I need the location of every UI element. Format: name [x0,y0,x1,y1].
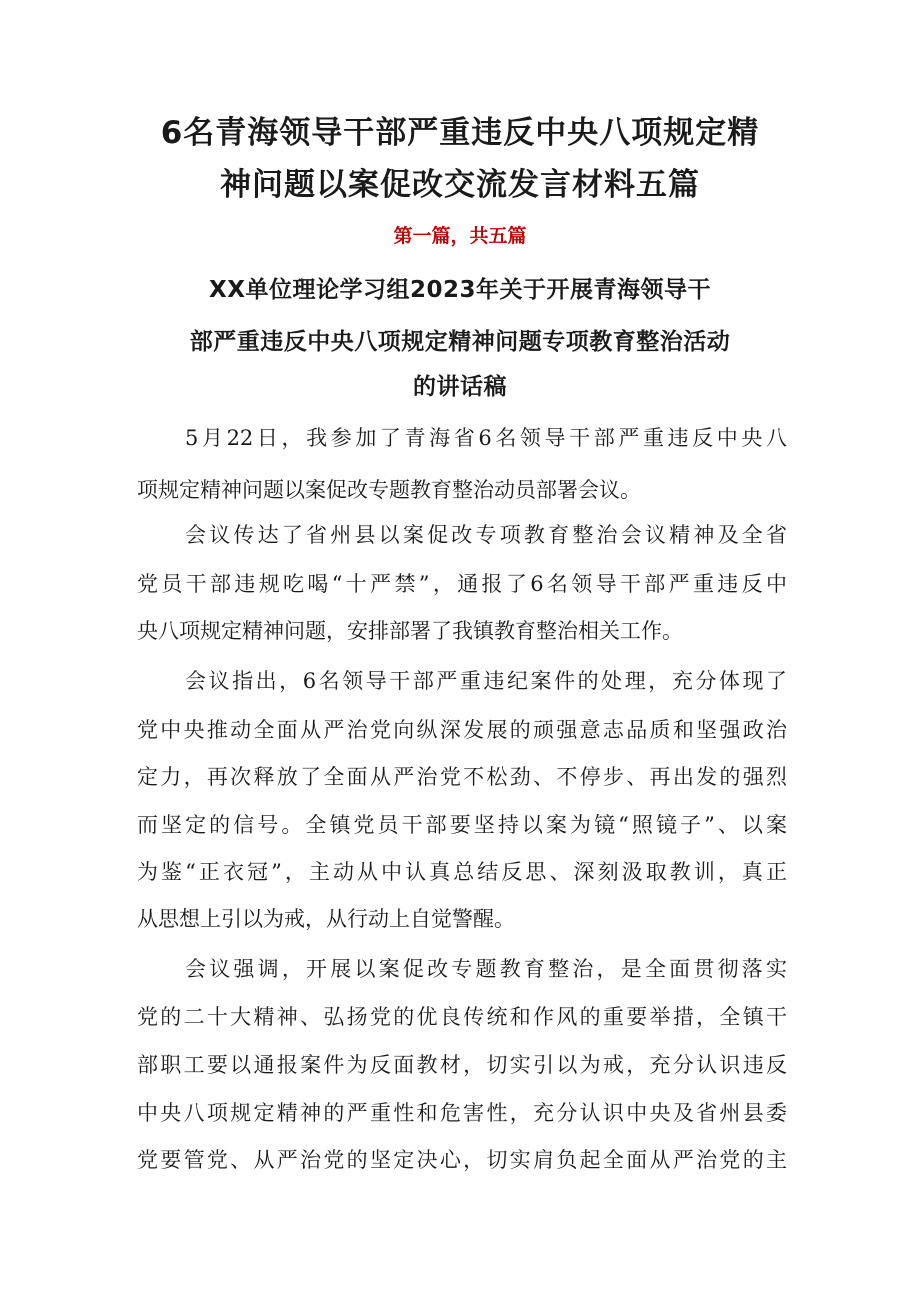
body-line: 会议强调，开展以案促改专题教育整治，是全面贯彻落实 [185,957,787,981]
body-line: 项规定精神问题以案促改专题教育整治动员部署会议。 [137,478,641,502]
speech-title-line-1: XX单位理论学习组2023年关于开展青海领导干 [209,277,711,303]
body-line: 从思想上引以为戒，从行动上自觉警醒。 [137,907,515,931]
speech-title-line-3: 的讲话稿 [413,374,507,400]
document-title-line-1: 6名青海领导干部严重违反中央八项规定精 [160,115,760,151]
body-line: 党员干部违规吃喝“十严禁”，通报了6名领导干部严重违反中 [137,572,787,596]
body-line: 党中央推动全面从严治党向纵深发展的顽强意志品质和坚强政治 [137,718,787,742]
body-line: 会议传达了省州县以案促改专项教育整治会议精神及全省 [185,523,787,547]
body-line: 党的二十大精神、弘扬党的优良传统和作风的重要举措，全镇干 [137,1005,787,1029]
body-line: 会议指出，6名领导干部严重违纪案件的处理，充分体现了 [185,669,787,693]
body-line: 党要管党、从严治党的坚定决心，切实肩负起全面从严治党的主 [137,1148,787,1172]
speech-title-line-2: 部严重违反中央八项规定精神问题专项教育整治活动 [189,329,731,355]
body-line: 定力，再次释放了全面从严治党不松劲、不停步、再出发的强烈 [137,765,787,789]
part-label: 第一篇，共五篇 [393,225,527,247]
body-line: 5月22日，我参加了青海省6名领导干部严重违反中央八 [185,426,787,450]
body-line: 为鉴“正衣冠”，主动从中认真总结反思、深刻汲取教训，真正 [137,860,787,884]
body-line: 而坚定的信号。全镇党员干部要坚持以案为镜“照镜子”、以案 [137,813,787,837]
body-line: 部职工要以通报案件为反面教材，切实引以为戒，充分认识违反 [137,1053,787,1077]
body-line: 央八项规定精神问题，安排部署了我镇教育整治相关工作。 [137,619,683,643]
document-title-line-2: 神问题以案促改交流发言材料五篇 [220,167,700,203]
body-line: 中央八项规定精神的严重性和危害性，充分认识中央及省州县委 [137,1101,787,1125]
